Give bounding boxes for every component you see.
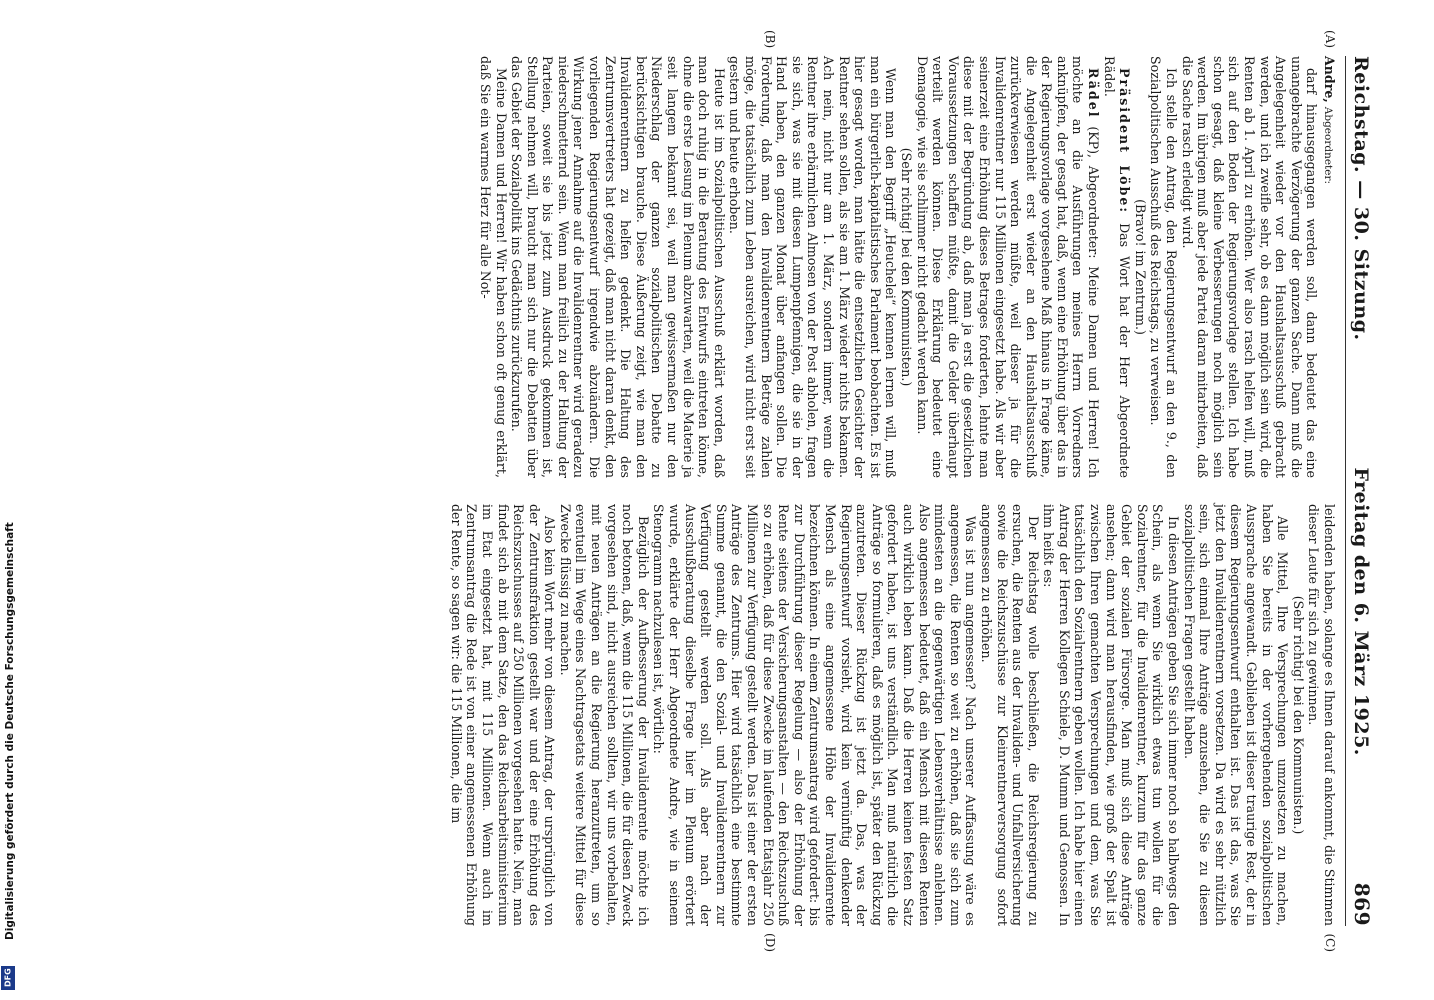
margin-mark-a: (A): [1323, 30, 1337, 49]
interjection: (Sehr richtig! bei den Kommunisten.): [898, 147, 914, 387]
left-column: [448, 30, 1337, 478]
paragraph: Wenn man den Begriff „Heuchelei“ kennen lernen will, muß man ein bürgerlich-kapitalistisches Parlament beobachten. Es ist hier gesagt worden, man hätte die entsetzlichen Gesichter der Rentner sehen sollen, als sie am 1. März wieder nichts bekamen. Ach nein, nicht nur am 1. März, sondern immer, wenn die Rentner ihre erbärmlichen Almosen von der Post abholen, fragen sie sich, was sie mit diesen Lumpenpfennigen, die sie in der Hand haben, den ganzen Monat über anfangen sollen. Die Forderung, daß man den Invalidenrentnern Beträge zahlen möge, die tatsächlich zum Leben ausreichen, wird nicht erst seit gestern und heute erhoben.: [727, 56, 899, 478]
header-left: Reichstag. — 30. Sitzung.: [1350, 56, 1372, 341]
paragraph: Meine Damen und Herren! Wir haben schon oft genug erklärt, daß Sie ein warmes Herz für alle Not-: [477, 56, 509, 478]
page-number: 869: [1350, 882, 1374, 926]
interjection: (Bravo! im Zentrum.): [1132, 199, 1148, 335]
paragraph-text: Das Wort hat der Herr Abgeordnete Rädel.: [1101, 56, 1133, 478]
digitization-note: Digitalisierung gefördert durch die Deutsche Forschungsgemeinschaft: [4, 522, 16, 940]
paragraph: leidenden haben, solange es Ihnen darauf ankommt, die Stimmen dieser Leute für sich zu gewinnen.: [1306, 504, 1337, 926]
paragraph-text: (KP), Abgeordneter: Meine Damen und Herren! Ich möchte an die Ausführungen meines Herrn Vorredners anknüpfen, der gesagt hat, daß, wenn eine Erhöhung über das in der Regierungsvorlage vorgesehene Maß hinaus in Frage käme, die Angelegenheit erst wieder an den Haushaltsausschuß zurückverwiesen werden müßte, weil dieser ja für die Invalidenrentner nur 115 Millionen eingesetzt habe. Als wir aber seinerzeit eine Erhöhung dieses Betrages forderten, lehnte man diese mit der Begründung ab, daß man ja erst die gesetzlichen Voraussetzungen schaffen müßte, damit die Gelder überhaupt verteilt werden können. Diese Erklärung bedeutet eine Demagogie, wie sie schlimmer nicht gedacht werden kann.: [914, 56, 1102, 478]
dfg-logo-icon: DFG: [1, 966, 15, 990]
speaker-name: Andre,: [1322, 56, 1337, 103]
paragraph: darf hinausgegangen werden soll, dann bedeutet das eine unangebrachte Verzögerung der ganzen Sache. Dann muß die Angelegenheit wieder vor den Haushaltsausschuß gebracht werden, und ich zweifle sehr, ob es dann möglich sein wird, die Renten ab 1. April zu erhöhen. Wer also rasch helfen will, muß sich auf den Boden der Regierungsvorlage stellen. Ich habe schon gesagt, daß kleine Verbesserungen noch möglich sein werden. Im übrigen muß aber jede Partei daran mitarbeiten, daß die Sache rasch erledigt wird.: [1179, 56, 1320, 478]
margin-mark-d: (D): [763, 933, 777, 952]
paragraph: Was ist nun angemessen? Nach unserer Auffassung wäre es angemessen, die Renten so weit zu erhöhen, daß sie sich zum mindesten an die gegenwärtigen Lebensverhältnisse anlehnen. Also angemessen bedeutet, daß ein Mensch mit diesen Renten auch wirklich leben kann. Daß die Herren keinen festen Satz gefordert haben, ist uns verständlich. Man muß natürlich die Anträge so formulieren, daß es möglich ist, später den Rückzug anzutreten. Dieser Rückzug ist jetzt da. Das, was der Regierungsentwurf vorsieht, wird kein vernünftig denkender Mensch als eine angemessene Höhe der Invalidenrente bezeichnen können. In einem Zentrumsantrag wird gefordert: bis zur Durchführung dieser Regelung — also der Erhöhung der Rente seitens der Versicherungsanstalten — den Reichszuschuß so zu erhöhen, daß für diese Zwecke im laufenden Etatsjahr 250 Millionen zur Verfügung gestellt werden. Das ist einer der ersten Anträge des Zentrums. Hier wird tatsächlich eine bestimmte Summe genannt, die den Sozial- und Invalidenrentnern zur Verfügung gestellt werden soll. Als aber nach der Ausschußberatung dieselbe Frage hier im Plenum erörtert wurde, erklärte der Herr Abgeordnete Andre, wie in seinem Stenogramm nachzulesen ist, wörtlich:: [651, 504, 979, 926]
paragraph: Heute ist im Sozialpolitischen Ausschuß erklärt worden, daß man doch ruhig in die Beratung des Entwurfs eintreten könne, ohne die erste Lesung im Plenum abzuwarten, weil die Materie ja seit langem bekannt sei, weil man gewissermaßen nur den Niederschlag der ganzen sozialpolitischen Debatte zu berücksichtigen brauche. Diese Äußerung zeigt, wie man den Invalidenrentnern zu helfen gedenkt. Die Haltung des Zentrumsvertreters hat gezeigt, daß man nicht daran denkt, den vorliegenden Regierungsentwurf irgendwie abzuändern. Die Wirkung jener Annahme auf die Invalidenrentner wird geradezu niederschmetternd sein. Wenn man freilich zu der Haltung der Parteien, soweit sie bis jetzt zum Ausdruck gekommen ist, Stellung nehmen will, braucht man sich nur die Debatten über das Gebiet der Sozialpolitik ins Gedächtnis zurückzurufen.: [509, 56, 727, 478]
paragraph: [914, 56, 1101, 478]
right-column: [448, 504, 1337, 952]
page-content: [448, 30, 1374, 952]
speaker-name: Rädel: [1086, 68, 1102, 119]
president-name: Präsident Löbe:: [1117, 68, 1133, 215]
margin-mark-b: (B): [763, 30, 777, 49]
speaker-role: Abgeordneter:: [1322, 106, 1334, 185]
header-center: Freitag den 6. März 1925.: [1350, 467, 1372, 756]
paragraph: Alle Mittel, Ihre Versprechungen umzusetzen zu machen, haben Sie bereits in der vorhergehenden sozialpolitischen Aussprache angewandt. Geblieben ist dieser traurige Rest, der in diesem Regierungsentwurf enthalten ist. Das ist das, was Sie jetzt den Invalidenrentnern vorsetzen. Da wird es sehr nützlich sein, sich einmal Ihre Anträge anzusehen, die Sie zu diesen sozialpolitischen Fragen gestellt haben.: [1181, 504, 1291, 926]
paragraph: In diesen Anträgen geben Sie sich immer noch so halbwegs den Schein, als wenn Sie wirklich etwas tun wollen für die Sozialrentner, für die Invalidenrentner, kurzum für das ganze Gebiet der sozialen Fürsorge. Man muß sich diese Anträge ansehen; dann wird man herausfinden, wie groß der Spalt ist zwischen Ihren gemachten Versprechungen und dem, was Sie tatsächlich den Sozialrentnern geben wollen. Ich habe hier einen Antrag der Herren Kollegen Schiele, D. Mumm und Genossen. In ihm heißt es:: [1041, 504, 1182, 926]
interjection: (Sehr richtig! bei den Kommunisten.): [1290, 595, 1306, 835]
speaker-line: [1319, 56, 1337, 478]
paragraph: Also kein Wort mehr von diesem Antrag, der ursprünglich von der Zentrumsfraktion gestellt war und der eine Erhöhung des Reichszuschusses auf 250 Millionen vorgesehen hatte. Nein, man findet sich ab mit dem Satze, den das Reichsarbeitsministerium im Etat eingesetzt hat, mit 115 Millionen. Wenn auch im Zentrumsantrag die Rede ist von einer angemessenen Erhöhung der Rente, so sagen wir: die 115 Millionen, die im: [448, 504, 558, 926]
quoted-statement: Bezüglich der Aufbesserung der Invalidenrente möchte ich noch betonen, daß, wenn die 115 Millionen, die für diesen Zweck vorgesehen sind, nicht ausreichen sollten, wir uns vorbehalten, mit neuen Anträgen an die Regierung heranzutreten, um so eventuell im Wege eines Nachtragsetats weitere Mittel für diese Zwecke flüssig zu machen.: [557, 504, 651, 926]
paragraph: Ich stelle den Antrag, den Regierungsentwurf an den 9., den Sozialpolitischen Ausschuß des Reichstags, zu verweisen.: [1148, 56, 1180, 478]
paragraph: [1101, 56, 1132, 478]
page-header: [1345, 56, 1374, 926]
text-columns: [448, 30, 1337, 952]
margin-mark-c: (C): [1323, 933, 1337, 952]
quoted-motion: Der Reichstag wolle beschließen, die Reichsregierung zu ersuchen, die Renten aus der Invaliden- und Unfallversicherung sowie die Reichszuschüsse zur Kleinrentnerversorgung sofort angemessen zu erhöhen.: [978, 504, 1041, 926]
